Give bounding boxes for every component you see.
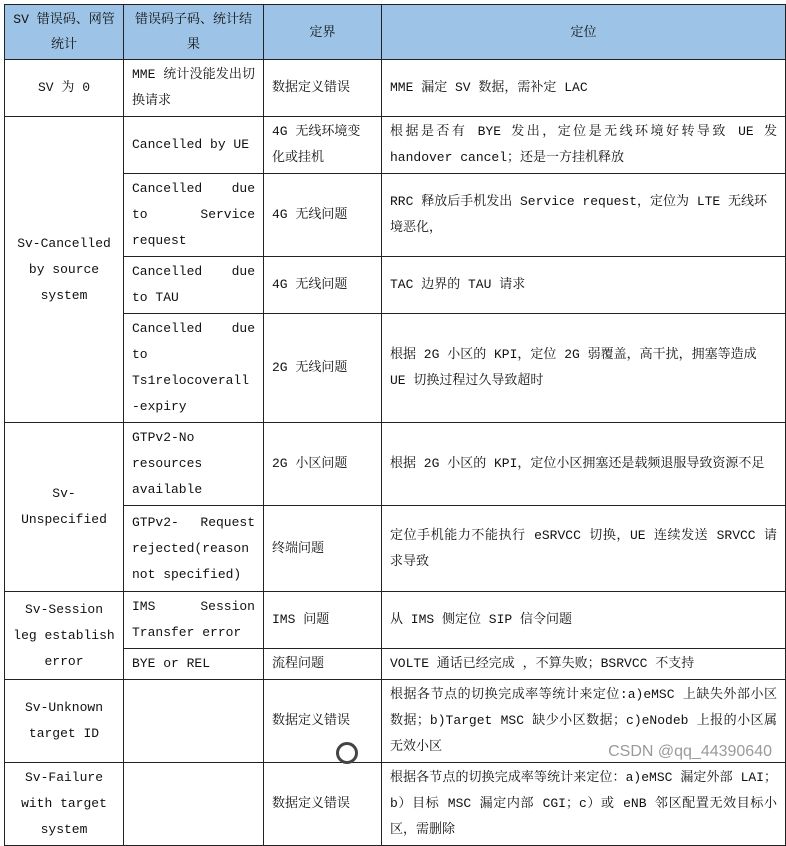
scope: 数据定义错误 — [264, 680, 382, 763]
locate: TAC 边界的 TAU 请求 — [382, 257, 786, 314]
scope: 终端问题 — [264, 506, 382, 592]
locate: 根据 2G 小区的 KPI，定位小区拥塞还是载频退服导致资源不足 — [382, 423, 786, 506]
locate: MME 漏定 SV 数据，需补定 LAC — [382, 60, 786, 117]
error-code: SV 为 0 — [5, 60, 124, 117]
sub-code: Cancelled due to TAU — [124, 257, 264, 314]
sub-code: Cancelled by UE — [124, 117, 264, 174]
header-row — [5, 5, 786, 60]
sub-code: MME 统计没能发出切换请求 — [124, 60, 264, 117]
sub-code — [124, 763, 264, 846]
locate: 根据各节点的切换完成率等统计来定位:a)eMSC 上缺失外部小区数据；b)Target MSC 缺少小区数据；c)eNodeb 上报的小区属无效小区 — [382, 680, 786, 763]
locate: VOLTE 通话已经完成 ，不算失败；BSRVCC 不支持 — [382, 649, 786, 680]
sub-code: GTPv2-No resources available — [124, 423, 264, 506]
locate: 根据 2G 小区的 KPI，定位 2G 弱覆盖，高干扰，拥塞等造成 UE 切换过程过久导致超时 — [382, 314, 786, 423]
sub-code: GTPv2- Request rejected(reason not specified) — [124, 506, 264, 592]
sub-code: Cancelled due to Service request — [124, 174, 264, 257]
sub-code — [124, 680, 264, 763]
sub-code: Cancelled due to Ts1relocoverall-expiry — [124, 314, 264, 423]
error-code: Sv-Unspecified — [5, 423, 124, 592]
watermark: CSDN @qq_44390640 — [608, 743, 772, 760]
table-row — [5, 423, 786, 506]
table-row — [5, 117, 786, 174]
scope: IMS 问题 — [264, 592, 382, 649]
header-error-code: SV 错误码、网管统计 — [5, 5, 124, 60]
scope: 流程问题 — [264, 649, 382, 680]
scope: 4G 无线问题 — [264, 257, 382, 314]
table-row — [5, 60, 786, 117]
error-code: Sv-Failure with target system — [5, 763, 124, 846]
table-row — [5, 592, 786, 649]
locate: RRC 释放后手机发出 Service request，定位为 LTE 无线环境恶化， — [382, 174, 786, 257]
scope: 2G 小区问题 — [264, 423, 382, 506]
header-scope: 定界 — [264, 5, 382, 60]
scope: 2G 无线问题 — [264, 314, 382, 423]
handover-error-table — [4, 4, 786, 846]
scope: 4G 无线环境变化或挂机 — [264, 117, 382, 174]
scope: 数据定义错误 — [264, 763, 382, 846]
error-code: Sv-Session leg establish error — [5, 592, 124, 680]
refresh-icon[interactable] — [336, 742, 358, 764]
locate: 根据各节点的切换完成率等统计来定位：a)eMSC 漏定外部 LAI；b）目标 MSC 漏定内部 CGI；c）或 eNB 邻区配置无效目标小区，需删除 — [382, 763, 786, 846]
locate: 根据是否有 BYE 发出，定位是无线环境好转导致 UE 发 handover cancel；还是一方挂机释放 — [382, 117, 786, 174]
error-code: Sv-Unknown target ID — [5, 680, 124, 763]
sub-code: IMS Session Transfer error — [124, 592, 264, 649]
scope: 4G 无线问题 — [264, 174, 382, 257]
locate: 从 IMS 侧定位 SIP 信令问题 — [382, 592, 786, 649]
header-locate: 定位 — [382, 5, 786, 60]
scope: 数据定义错误 — [264, 60, 382, 117]
table-row — [5, 763, 786, 846]
sub-code: BYE or REL — [124, 649, 264, 680]
header-sub-code: 错误码子码、统计结果 — [124, 5, 264, 60]
error-code: Sv-Cancelled by source system — [5, 117, 124, 423]
locate: 定位手机能力不能执行 eSRVCC 切换，UE 连续发送 SRVCC 请求导致 — [382, 506, 786, 592]
